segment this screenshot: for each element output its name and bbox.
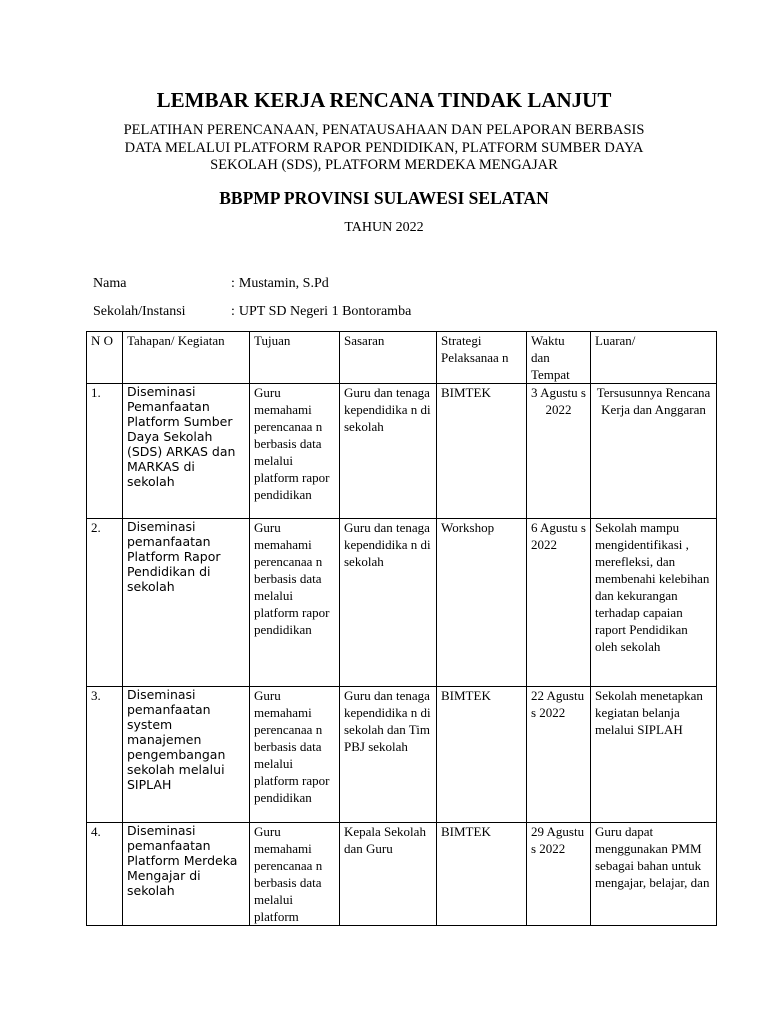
cell-sasaran: Guru dan tenaga kependidika n di sekolah [340,384,437,519]
header-strategi: Strategi Pelaksanaa n [437,332,527,384]
subtitle-line: PELATIHAN PERENCANAAN, PENATAUSAHAAN DAN PELAPORAN BERBASIS [123,122,645,138]
organization-heading: BBPMP PROVINSI SULAWESI SELATAN [219,188,549,208]
cell-tahapan: Diseminasi Pemanfaatan Platform Sumber Daya Sekolah (SDS) ARKAS dan MARKAS di sekolah [123,384,250,519]
school-label: Sekolah/Instansi [93,304,186,319]
name-value: Mustamin, S.Pd [238,276,329,291]
subtitle-line: SEKOLAH (SDS), PLATFORM MERDEKA MENGAJAR [210,157,558,173]
cell-tahapan: Diseminasi pemanfaatan Platform Merdeka Mengajar di sekolah [123,823,250,926]
header-luaran: Luaran/ [591,332,717,384]
cell-strategi: BIMTEK [437,384,527,519]
cell-luaran: Guru dapat menggunakan PMM sebagai bahan untuk mengajar, belajar, dan [591,823,717,926]
cell-no: 2. [87,519,123,687]
table-row [87,687,717,823]
cell-strategi: BIMTEK [437,823,527,926]
cell-luaran: Sekolah menetapkan kegiatan belanja melalui SIPLAH [591,687,717,823]
header-tahapan: Tahapan/ Kegiatan [123,332,250,384]
cell-tujuan: Guru memahami perencanaa n berbasis data melalui platform rapor pendidikan [250,519,340,687]
cell-tahapan: Diseminasi pemanfaatan Platform Rapor Pendidikan di sekolah [123,519,250,687]
header-no: N O [87,332,123,384]
cell-sasaran: Kepala Sekolah dan Guru [340,823,437,926]
colon: : [231,276,235,291]
header-sasaran: Sasaran [340,332,437,384]
year-heading: TAHUN 2022 [344,220,424,235]
table-row [87,519,717,687]
cell-no: 4. [87,823,123,926]
cell-waktu: 22 Agustu s 2022 [527,687,591,823]
name-label: Nama [93,276,127,291]
cell-no: 1. [87,384,123,519]
cell-tahapan: Diseminasi pemanfaatan system manajemen pengembangan sekolah melalui SIPLAH [123,687,250,823]
header-waktu: Waktu dan Tempat [527,332,591,384]
table-row [87,823,717,926]
header-tujuan: Tujuan [250,332,340,384]
cell-waktu: 29 Agustu s 2022 [527,823,591,926]
cell-no: 3. [87,687,123,823]
document-subtitle [80,122,688,175]
cell-tujuan: Guru memahami perencanaa n berbasis data melalui platform [250,823,340,926]
cell-tujuan: Guru memahami perencanaa n berbasis data melalui platform rapor pendidikan [250,384,340,519]
cell-sasaran: Guru dan tenaga kependidika n di sekolah [340,519,437,687]
name-value-wrap [231,275,329,293]
cell-luaran: Tersusunnya Rencana Kerja dan Anggaran [591,384,717,519]
school-value: UPT SD Negeri 1 Bontoramba [238,304,412,319]
cell-tujuan: Guru memahami perencanaa n berbasis data melalui platform rapor pendidikan [250,687,340,823]
cell-luaran: Sekolah mampu mengidentifikasi , merefleksi, dan membenahi kelebihan dan kekurangan terhadap capaian raport Pendidikan oleh sekolah [591,519,717,687]
action-plan-table [86,331,717,926]
table-row [87,384,717,519]
cell-sasaran: Guru dan tenaga kependidika n di sekolah dan Tim PBJ sekolah [340,687,437,823]
colon: : [231,304,235,319]
document-title: LEMBAR KERJA RENCANA TINDAK LANJUT [156,88,612,112]
table-header-row [87,332,717,384]
subtitle-line: DATA MELALUI PLATFORM RAPOR PENDIDIKAN, PLATFORM SUMBER DAYA [124,139,644,156]
cell-waktu: 6 Agustu s 2022 [527,519,591,687]
cell-strategi: BIMTEK [437,687,527,823]
cell-strategi: Workshop [437,519,527,687]
cell-waktu: 3 Agustu s 2022 [527,384,591,519]
school-value-wrap [231,303,411,321]
